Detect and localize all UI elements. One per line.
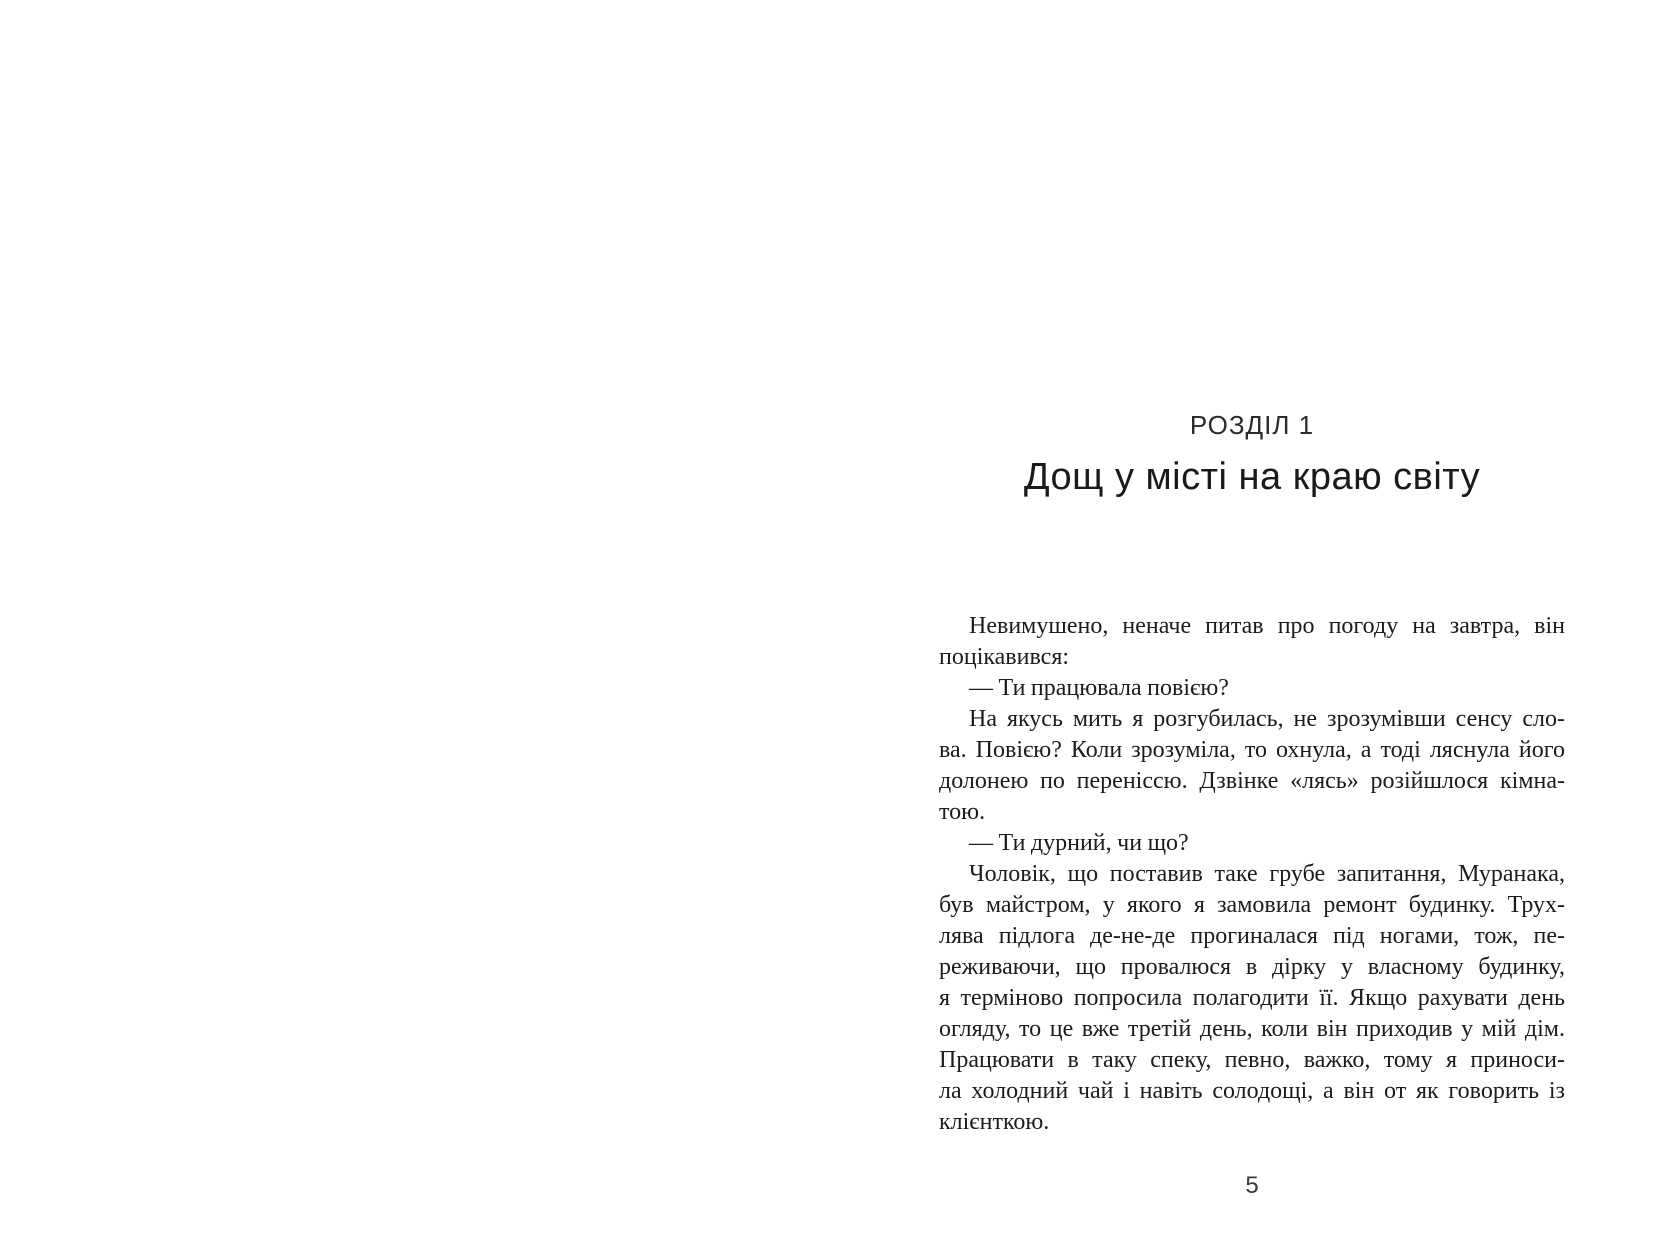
text-line: Невимушено, неначе питав про погоду на завтра, він [969,613,1565,639]
chapter-label: РОЗДІЛ 1 [1189,410,1315,440]
body-text [939,611,1565,1138]
right-page-text-column [939,0,1565,1240]
text-line: долонею по переніссю. Дзвінке «лясь» розійшлося кімна- [939,768,1565,794]
text-line: я терміново попросила полагодити її. Якщо рахувати день [939,985,1565,1011]
text-line: — Ти дурний, чи що? [969,830,1189,856]
text-line: Працювати в таку спеку, певно, важко, тому я приноси- [939,1047,1565,1073]
text-line: був майстром, у якого я замовила ремонт будинку. Трух- [939,892,1565,918]
text-line: ва. Повією? Коли зрозуміла, то охнула, а тоді ляснула його [939,737,1565,763]
text-line: ла холодний чай і навіть солодощі, а він от як говорить із [939,1078,1565,1104]
text-line: поцікавився: [939,644,1070,670]
page-number: 5 [1245,1172,1259,1199]
text-line: На якусь мить я розгубилась, не зрозумівши сенсу сло- [969,706,1565,732]
text-line: лява підлога де-не-де прогиналася під ногами, тож, пе- [939,923,1565,949]
text-line: тою. [939,799,986,825]
text-line: Чоловік, що поставив таке грубе запитання, Муранака, [969,861,1565,887]
text-line: огляду, то це вже третій день, коли він приходив у мій дім. [939,1016,1565,1042]
text-line: реживаючи, що провалюся в дірку у власному будинку, [939,954,1565,980]
chapter-title: Дощ у місті на краю світу [1023,456,1481,498]
text-line: клієнткою. [939,1109,1050,1135]
text-line: — Ти працювала повією? [969,675,1229,701]
